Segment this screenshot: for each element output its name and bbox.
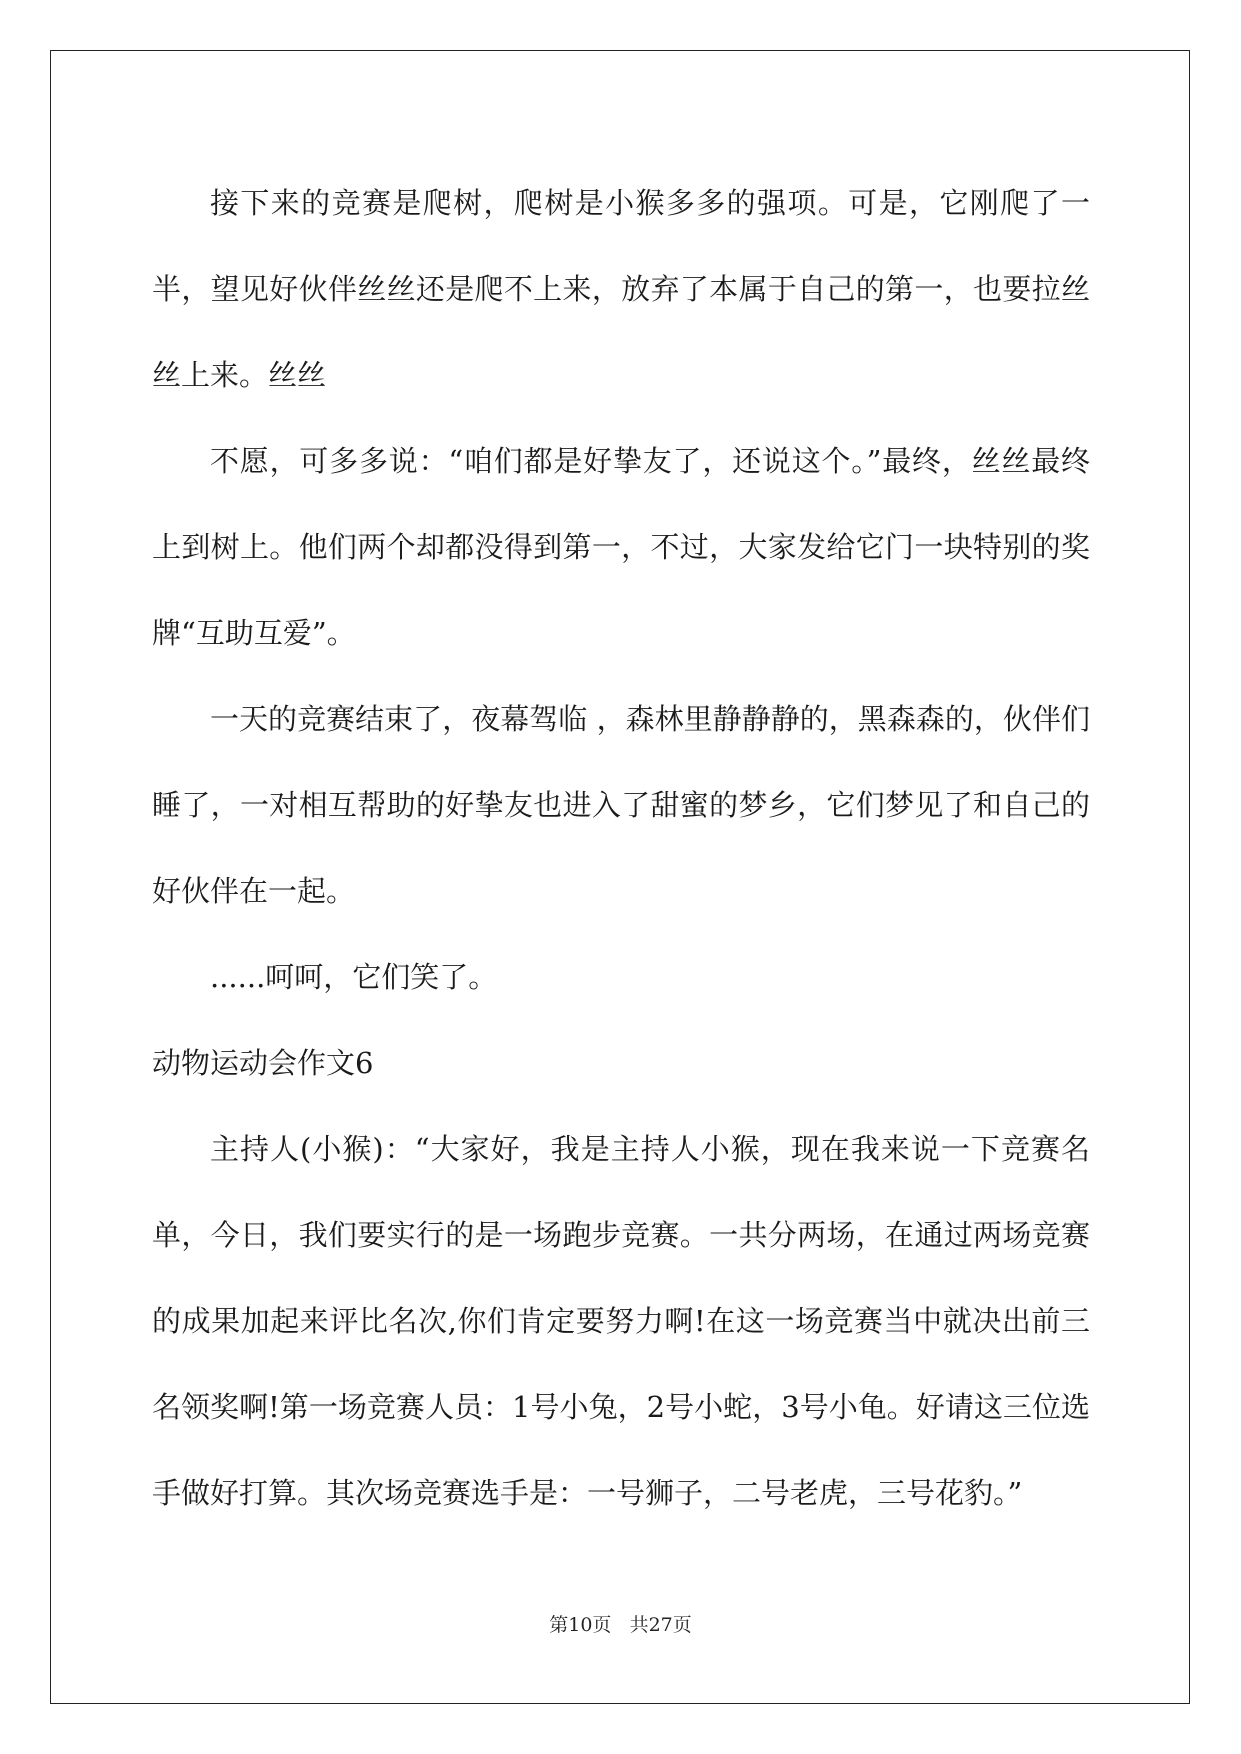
paragraph-1: 接下来的竞赛是爬树，爬树是小猴多多的强项。可是，它刚爬了一半，望见好伙伴丝丝还是爬不上来，放弃了本属于自己的第一，也要拉丝丝上来。丝丝 [152,186,1090,392]
paragraph-3: 一天的竞赛结束了，夜幕驾临 ，森林里静静静的，黑森森的，伙伴们睡了，一对相互帮助的好挚友也进入了甜蜜的梦乡，它们梦见了和自己的好伙伴在一起。 [152,702,1090,908]
page-number: 第10页 [549,1614,612,1636]
section-heading: 动物运动会作文6 [152,1046,374,1080]
page-footer [0,1610,1241,1637]
document-body [152,160,1090,1536]
page-total: 共27页 [629,1614,692,1636]
paragraph-5: 主持人(小猴)：“大家好，我是主持人小猴，现在我来说一下竞赛名单，今日，我们要实行的是一场跑步竞赛。一共分两场，在通过两场竞赛的成果加起来评比名次,你们肯定要努力啊!在这一场竞赛当中就决出前三名领奖啊!第一场竞赛人员：1号小兔，2号小蛇，3号小龟。好请这三位选手做好打算。其次场竞赛选手是：一号狮子，二号老虎，三号花豹。” [152,1132,1090,1510]
paragraph-4: ......呵呵，它们笑了。 [210,960,498,994]
paragraph-2: 不愿，可多多说：“咱们都是好挚友了，还说这个。”最终，丝丝最终上到树上。他们两个却都没得到第一，不过，大家发给它门一块特别的奖牌“互助互爱”。 [152,444,1090,650]
